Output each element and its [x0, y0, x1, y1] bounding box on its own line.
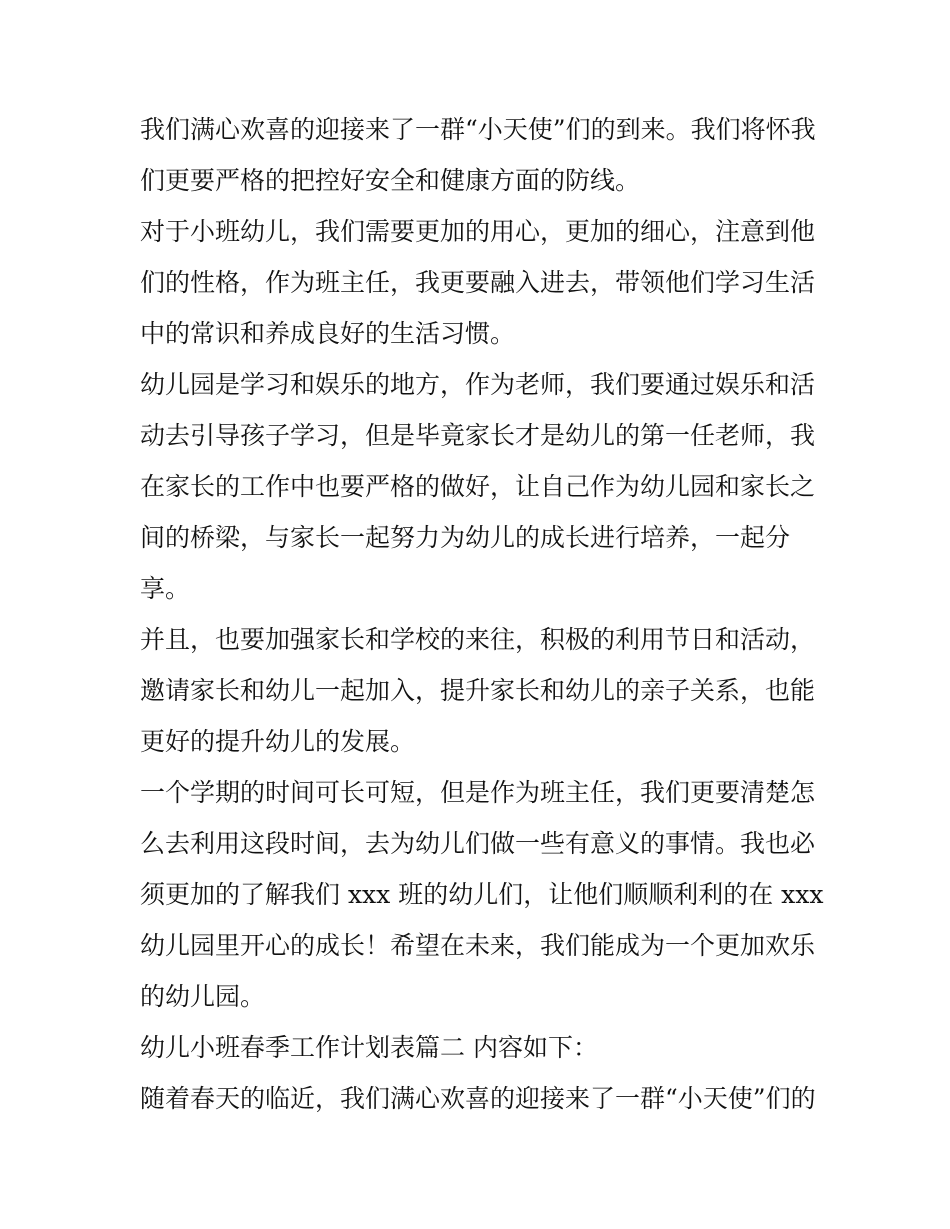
text-line: 们的性格，作为班主任，我更要融入进去，带领他们学习生活 [140, 268, 816, 297]
text-line: 们更要严格的把控好安全和健康方面的防线。 [140, 166, 641, 195]
text-line: 邀请家长和幼儿一起加入，提升家长和幼儿的亲子关系，也能 [140, 676, 816, 705]
paragraph [140, 767, 824, 1022]
text-line: 随着春天的临近，我们满心欢喜的迎接来了一群“小天使”们的 [140, 1084, 816, 1113]
text-line: 的幼儿园。 [140, 982, 266, 1011]
text-line: 对于小班幼儿，我们需要更加的用心，更加的细心，注意到他 [140, 217, 816, 246]
text-line: 么去利用这段时间，去为幼儿们做一些有意义的事情。我也必 [140, 829, 816, 858]
text-line: 动去引导孩子学习，但是毕竟家长才是幼儿的第一任老师，我 [140, 421, 816, 450]
paragraph [140, 104, 820, 206]
text-line: 享。 [140, 574, 191, 603]
text-line: 中的常识和养成良好的生活习惯。 [140, 319, 516, 348]
document-body [140, 104, 824, 1124]
text-line: 幼儿园里开心的成长！希望在未来，我们能成为一个更加欢乐 [140, 931, 816, 960]
text-line: 一个学期的时间可长可短，但是作为班主任，我们更要清楚怎 [140, 778, 816, 807]
paragraph [140, 1073, 820, 1124]
text-line: 幼儿园是学习和娱乐的地方，作为老师，我们要通过娱乐和活 [140, 370, 816, 399]
section-heading [140, 1022, 820, 1073]
text-line: 须更加的了解我们 xxx 班的幼儿们，让他们顺顺利利的在 xxx [140, 880, 824, 909]
text-line: 幼儿小班春季工作计划表篇二 内容如下： [140, 1033, 598, 1062]
text-line: 间的桥梁，与家长一起努力为幼儿的成长进行培养，一起分 [140, 523, 791, 552]
paragraph [140, 614, 820, 767]
text-line: 并且，也要加强家长和学校的来往，积极的利用节日和活动， [140, 625, 816, 654]
paragraph [140, 206, 820, 359]
text-line: 更好的提升幼儿的发展。 [140, 727, 416, 756]
text-line: 在家长的工作中也要严格的做好，让自己作为幼儿园和家长之 [140, 472, 816, 501]
text-line: 我们满心欢喜的迎接来了一群“小天使”们的到来。我们将怀我 [140, 115, 816, 144]
paragraph [140, 359, 820, 614]
